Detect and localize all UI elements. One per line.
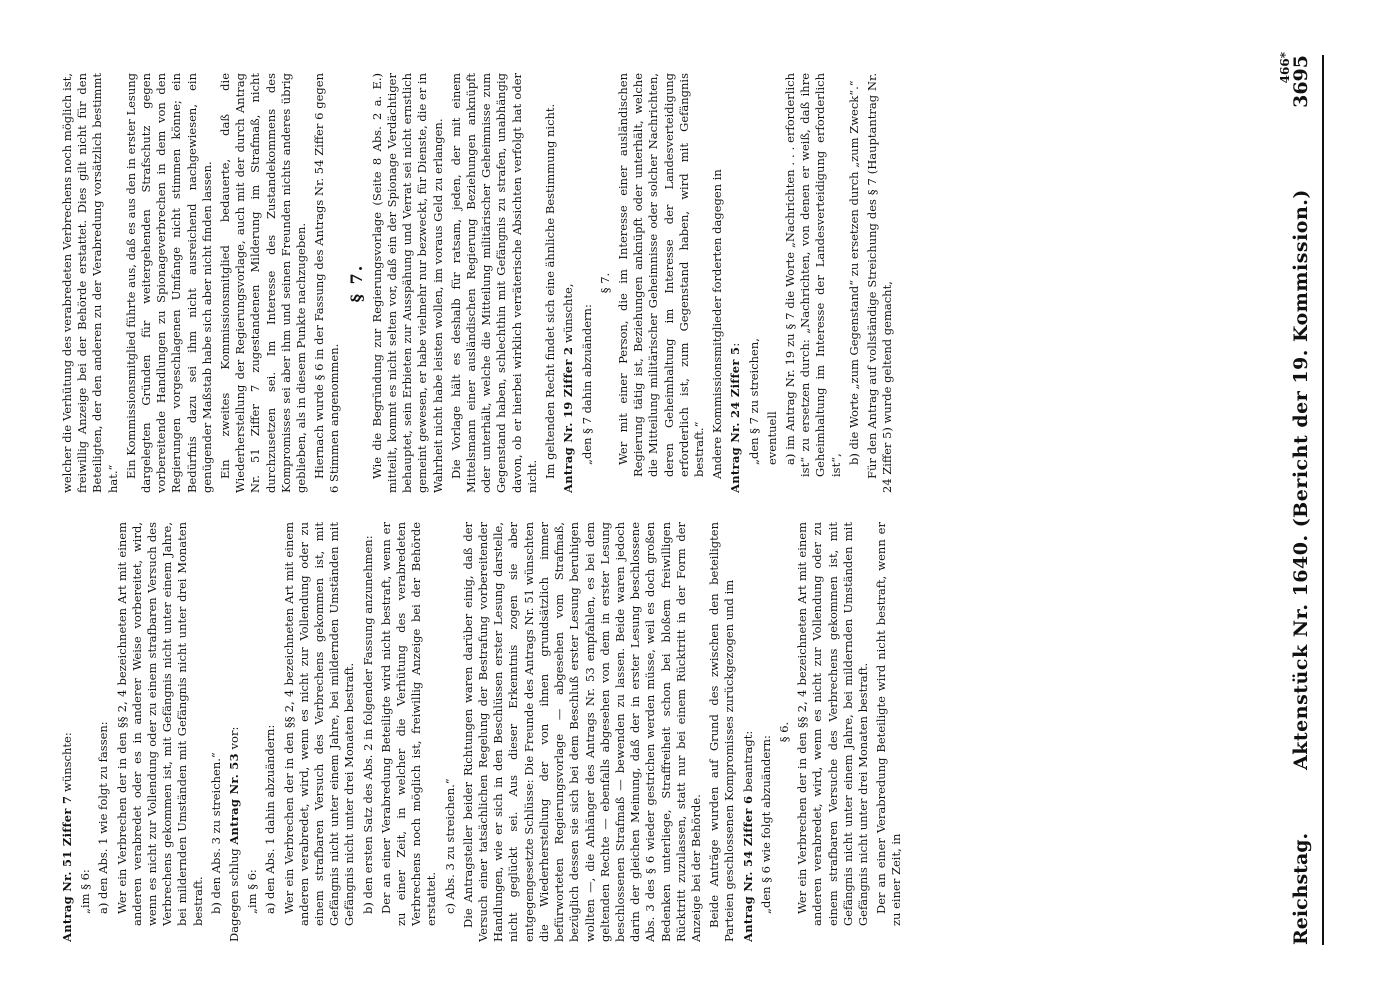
paragraph: welcher die Verhütung des verabredeten Verbrechens noch möglich ist, freiwillig Anzeige bei der Behörde erstattet. Dies gilt nicht für den Beteiligten, der den anderen zu der Verabredung vorsätzlich bestimmt hat.“ [60,73,120,493]
paragraph: b) den Abs. 3 zu streichen.“ [208,752,223,914]
right-column [60,73,1270,493]
paragraph: a) den Abs. 1 wie folgt zu fassen: [96,721,111,914]
paragraph: Der an einer Verabredung Beteiligte wird nicht bestraft, wenn er zu einer Zeit, in [874,522,904,926]
paragraph: „den § 6 wie folgt abzuändern: [758,735,773,914]
paragraph: Antrag Nr. 24 Ziffer 5: [728,342,743,493]
header-page-number: 3695 [1290,55,1312,108]
paragraph: Für den Antrag auf vollständige Streichung des § 7 (Hauptantrag Nr. 24 Ziffer 5) wurde geltend gemacht, [864,73,895,493]
paragraph: Wie die Begründung zur Regierungsvorlage (Seite 8 Abs. 2 a. E.) mitteilt, kommt es nicht selten vor, daß ein der Spionage Verdächtiger behauptet, sein Erbieten zur Ausspähung und Verrat sei nicht ernstlich gemeint gewesen, er habe vielmehr nur bezweckt, für Dienste, die er in Wahrheit nicht habe leisten wollen, im voraus Geld zu erlangen. [369,73,445,493]
paragraph: b) den ersten Satz des Abs. 2 in folgender Fassung anzunehmen: [360,535,375,914]
header-title: Aktenstück Nr. 1640. (Bericht der 19. Kommission.) [1290,189,1312,770]
paragraph: Ein Kommissionsmitglied führte aus, daß es aus den in erster Lesung dargelegten Gründen für weitergehenden Strafschutz gegen vorbereitende Handlungen zu Spionageverbrechen in dem von den Regierungen vorgeschlagenen Umfange nicht stimmen könne; ein Bedürfnis dazu sei ihm nicht ausreichend nachgewiesen, ein genügender Maßstab habe sich aber nicht finden lassen. [123,73,214,493]
page-footer [1278,52,1296,942]
header-rule [1322,55,1324,945]
paragraph: Dagegen schlug Antrag Nr. 53 vor: [227,726,242,942]
paragraph: Die Antragsteller beider Richtungen waren darüber einig, daß der Versuch einer tatsächlichen Regelung der Bestrafung vorbereitender Handlungen, wie er sich in den Beschlüssen erster Lesung darstelle, nicht geglückt sei. Aus dieser Erkenntnis zogen sie aber entgegengesetzte Schlüsse: Die Freunde des Antrags Nr. 51 wünschten die Wiederherstellung der von ihnen grundsätzlich immer befürworteten Regierungsvorlage — abgesehen vom Strafmaß, bezüglich dessen sie sich bei dem Beschluß erster Lesung beruhigen wollten —, die Anhänger des Antrags Nr. 53 empfahlen, es bei dem geltenden Rechte — ebenfalls abgesehen von dem in erster Lesung beschlossenen Strafmaß — bewenden zu lassen. Beide waren jedoch darin der gleichen Meinung, daß der in erster Lesung beschlossene Abs. 3 des § 6 wieder gestrichen werden müsse, weil es doch großen Bedenken unterliege, Straffreiheit schon bei bloßem freiwilligen Rücktritt zuzulassen, statt nur bei einem Rücktritt in der Form der Anzeige bei der Behörde. [460,522,703,942]
paragraph: c) Abs. 3 zu streichen.“ [442,778,457,914]
section-heading: § 7. [346,263,366,303]
paragraph: a) den Abs. 1 dahin abzuändern: [263,724,278,914]
paragraph: Beide Anträge wurden auf Grund des zwischen den beteiligten Parteien geschlossenen Kompromisses zurückgezogen und im [707,522,737,942]
paragraph: Hiernach wurde § 6 in der Fassung des Antrags Nr. 54 Ziffer 6 gegen 6 Stimmen angenommen. [312,73,342,493]
paragraph: „im § 6: [245,869,260,914]
paragraph: Wer ein Verbrechen der in den §§ 2, 4 bezeichneten Art mit einem anderen verabredet oder es in anderer Weise vorbereitet, wird, wenn es nicht zur Vollendung oder zu einem strafbaren Versuch des Verbrechens gekommen ist, mit Gefängnis nicht unter einem Jahre, bei mildernden Umständen mit Gefängnis nicht unter drei Monaten bestraft. [114,522,205,926]
paragraph: Antrag Nr. 51 Ziffer 7 wünschte: [60,732,74,942]
paragraph: Ein zweites Kommissionsmitglied bedauerte, daß die Wiederherstellung der Regierungsvorlage, auch mit der durch Antrag Nr. 51 Ziffer 7 zugestandenen Milderung im Strafmaß, nicht durchzusetzen sei. Im Interesse des Zustandekommens des Kompromisses sei aber ihm und seinen Freunden nichts anderes übrig geblieben, als in diesem Punkte nachzugeben. [218,73,309,493]
paragraph: Wer ein Verbrechen der in den §§ 2, 4 bezeichneten Art mit einem anderen verabredet, wird, wenn es nicht zur Vollendung oder zu einem strafbaren Versuch des Verbrechens gekommen ist, mit Gefängnis nicht unter einem Jahre, bei mildernden Umständen mit Gefängnis nicht unter drei Monaten bestraft. [281,522,357,926]
paragraph: Antrag Nr. 54 Ziffer 6 beantragt: [740,730,755,942]
paragraph: „im § 6: [78,869,93,914]
paragraph: a) im Antrag Nr. 19 zu § 7 die Worte „Nachrichten . . . erforderlich ist“ zu ersetzen durch: „Nachrichten, von denen er weiß, daß ihre Geheimhaltung im Interesse der Landesverteidigung erforderlich ist“, [782,73,843,477]
paragraph: Andere Kommissionsmitglieder forderten dagegen in [710,169,725,479]
left-column [60,522,1270,942]
paragraph: § 6. [776,721,791,743]
paragraph: Im geltenden Recht findet sich eine ähnliche Bestimmung nicht. [543,103,558,479]
paragraph: b) die Worte „zum Gegenstand“ zu ersetzen durch „zum Zweck“.“ [846,80,861,465]
header-left: Reichstag. [1290,832,1312,945]
paragraph: Der an einer Verabredung Beteiligte wird nicht bestraft, wenn er zu einer Zeit, in welcher die Verhütung des verabredeten Verbrechens noch möglich ist, freiwillig Anzeige bei der Behörde erstattet. [378,522,439,926]
paragraph: „den § 7 zu streichen, [746,338,761,465]
paragraph: „den § 7 dahin abzuändern: [579,304,594,465]
paragraph: Wer ein Verbrechen der in den §§ 2, 4 bezeichneten Art mit einem anderen verabredet, wird, wenn es nicht zur Vollendung oder zu einem strafbaren Versuche des Verbrechens gekommen ist, mit Gefängnis nicht unter einem Jahre, bei mildernden Umständen mit Gefängnis nicht unter drei Monaten bestraft. [795,522,870,926]
paragraph: Antrag Nr. 19 Ziffer 2 wünschte, [561,283,576,493]
paragraph: eventuell [764,411,779,465]
paragraph: Wer mit einer Person, die im Interesse einer ausländischen Regierung tätig ist, Beziehungen anknüpft oder unterhält, welche die Mitteilung militärischer Geheimnisse oder solcher Nachrichten, deren Geheimhaltung im Interesse der Landesverteidigung erforderlich ist, zum Gegenstand haben, wird mit Gefängnis bestraft.“ [615,73,706,477]
footer-page-number: 466* [1278,52,1292,84]
paragraph: Die Vorlage hält es deshalb für ratsam, jeden, der mit einem Mittelsmann einer ausländischen Regierung Beziehungen anknüpft oder unterhält, welche die Mitteilung militärischer Geheimnisse zum Gegenstand haben, schlechthin mit Gefängnis zu strafen, unabhängig davon, ob er hierbei wirklich verräterische Absichten verfolgt hat oder nicht. [448,73,539,493]
paragraph: § 7. [597,272,612,294]
